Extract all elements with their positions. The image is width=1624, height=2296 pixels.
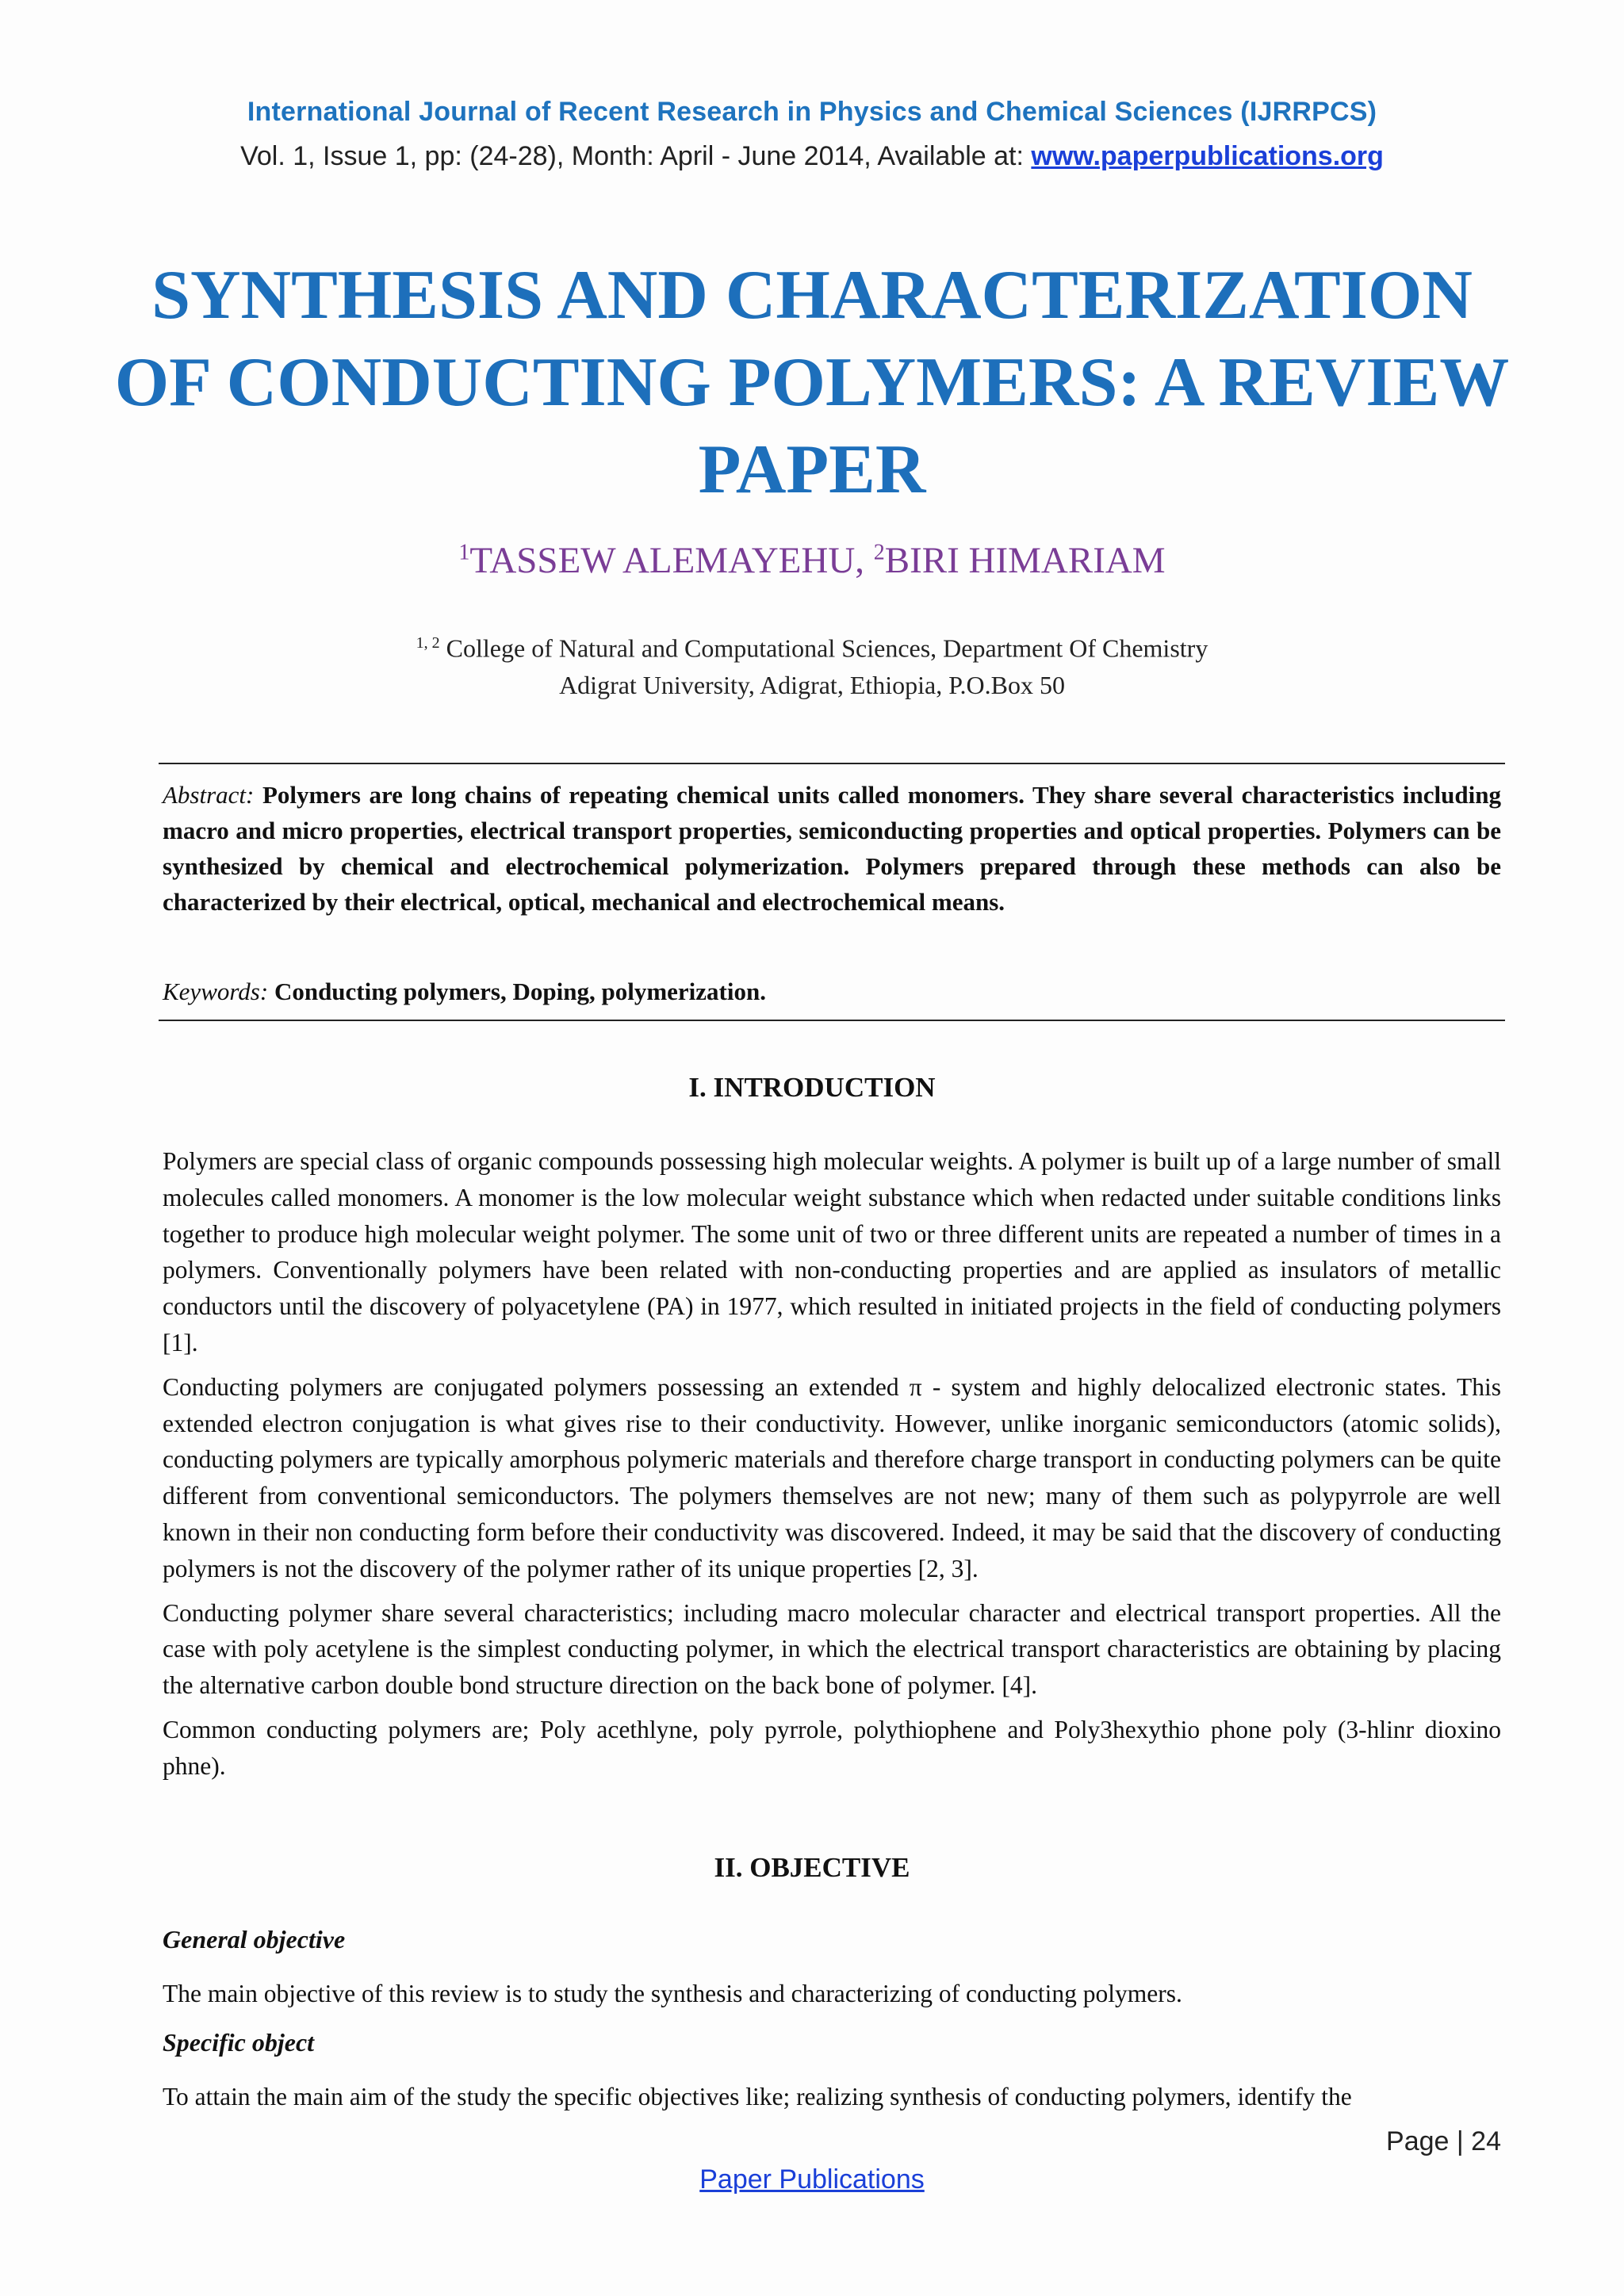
author-2-number: 2 — [873, 540, 885, 565]
author-1-number: 1 — [458, 540, 470, 565]
journal-website-link[interactable]: www.paperpublications.org — [1031, 141, 1384, 171]
issue-line — [0, 141, 1624, 172]
issue-text: Vol. 1, Issue 1, pp: (24-28), Month: April - June 2014, Available at: — [240, 141, 1032, 171]
abstract — [163, 777, 1501, 920]
affiliation-line-2: Adigrat University, Adigrat, Ethiopia, P.O.Box 50 — [559, 670, 1065, 699]
journal-name: International Journal of Recent Research in Physics and Chemical Sciences (IJRRPCS) — [247, 97, 1377, 127]
publisher-link[interactable]: Paper Publications — [699, 2164, 925, 2195]
general-objective-label: General objective — [163, 1925, 346, 1954]
intro-paragraph: Polymers are special class of organic compounds possessing high molecular weights. A polymer is built up of a large number of small molecules called monomers. A monomer is the low molecular weight substance which when redacted under suitable conditions links together to produce high molecular weight polymer. The some unit of two or three different units are repeated a number of times in a polymers. Conventionally polymers have been related with non-conducting properties and are applied as insulators of metallic conductors until the discovery of polyacetylene (PA) in 1977, which resulted in initiated projects in the field of conducting polymers [1]. — [163, 1147, 1501, 1357]
introduction-body — [163, 1143, 1501, 1793]
keywords — [163, 974, 1501, 1009]
paper-title — [95, 252, 1529, 514]
author-2-name: BIRI HIMARIAM — [884, 540, 1166, 581]
specific-objective-text: To attain the main aim of the study the specific objectives like; realizing synthesis of conducting polymers, identify the — [163, 2083, 1352, 2110]
intro-paragraph: Common conducting polymers are; Poly acethlyne, poly pyrrole, polythiophene and Poly3hexythio phone poly (3-hlinr dioxino phne). — [163, 1715, 1501, 1780]
affiliation — [0, 625, 1624, 703]
abstract-label: Abstract: — [163, 781, 255, 809]
divider-top — [159, 763, 1505, 764]
abstract-text: Polymers are long chains of repeating chemical units called monomers. They share several characteristics including macro and micro properties, electrical transport properties, semiconducting properties and optical properties. Polymers can be synthesized by chemical and electrochemical polymerization. Polymers prepared through these methods can also be characterized by their electrical, optical, mechanical and electrochemical means. — [163, 781, 1501, 916]
affiliation-dept: College of Natural and Computational Sciences, Department Of Chemistry — [439, 633, 1208, 663]
specific-objective-label: Specific object — [163, 2028, 315, 2057]
intro-paragraph: Conducting polymer share several characteristics; including macro molecular character and electrical transport properties. All the case with poly acetylene is the simplest conducting polymer, in which the electrical transport characteristics are obtaining by placing the alternative carbon double bond structure direction on the back bone of polymer. [4]. — [163, 1598, 1501, 1700]
keywords-text: Conducting polymers, Doping, polymerization. — [268, 978, 766, 1005]
title-line-3: PAPER — [698, 431, 926, 508]
title-line-1: SYNTHESIS AND CHARACTERIZATION — [151, 257, 1473, 334]
affiliation-line-1 — [0, 625, 1624, 667]
author-1-name: TASSEW ALEMAYEHU, — [469, 540, 874, 581]
section-heading-objective: II. OBJECTIVE — [714, 1852, 910, 1883]
general-objective-text: The main objective of this review is to study the synthesis and characterizing of conducting polymers. — [163, 1980, 1182, 2007]
intro-paragraph: Conducting polymers are conjugated polymers possessing an extended π - system and highly delocalized electronic states. This extended electron conjugation is what gives rise to their conductivity. However, unlike inorganic semiconductors (atomic solids), conducting polymers are typically amorphous polymeric materials and therefore charge transport in conducting polymers can be quite different from conventional semiconductors. The polymers themselves are not new; many of them such as polypyrrole are well known in their non conducting form before their conductivity was discovered. Indeed, it may be said that the discovery of conducting polymers is not the discovery of the polymer rather of its unique properties [2, 3]. — [163, 1372, 1501, 1582]
page-number: Page | 24 — [1386, 2126, 1501, 2156]
divider-bottom — [159, 1020, 1505, 1021]
section-heading-introduction: I. INTRODUCTION — [688, 1072, 936, 1103]
authors — [0, 539, 1624, 582]
affiliation-sup: 1, 2 — [416, 634, 440, 652]
title-line-2: OF CONDUCTING POLYMERS: A REVIEW — [114, 344, 1510, 421]
keywords-label: Keywords: — [163, 978, 269, 1005]
